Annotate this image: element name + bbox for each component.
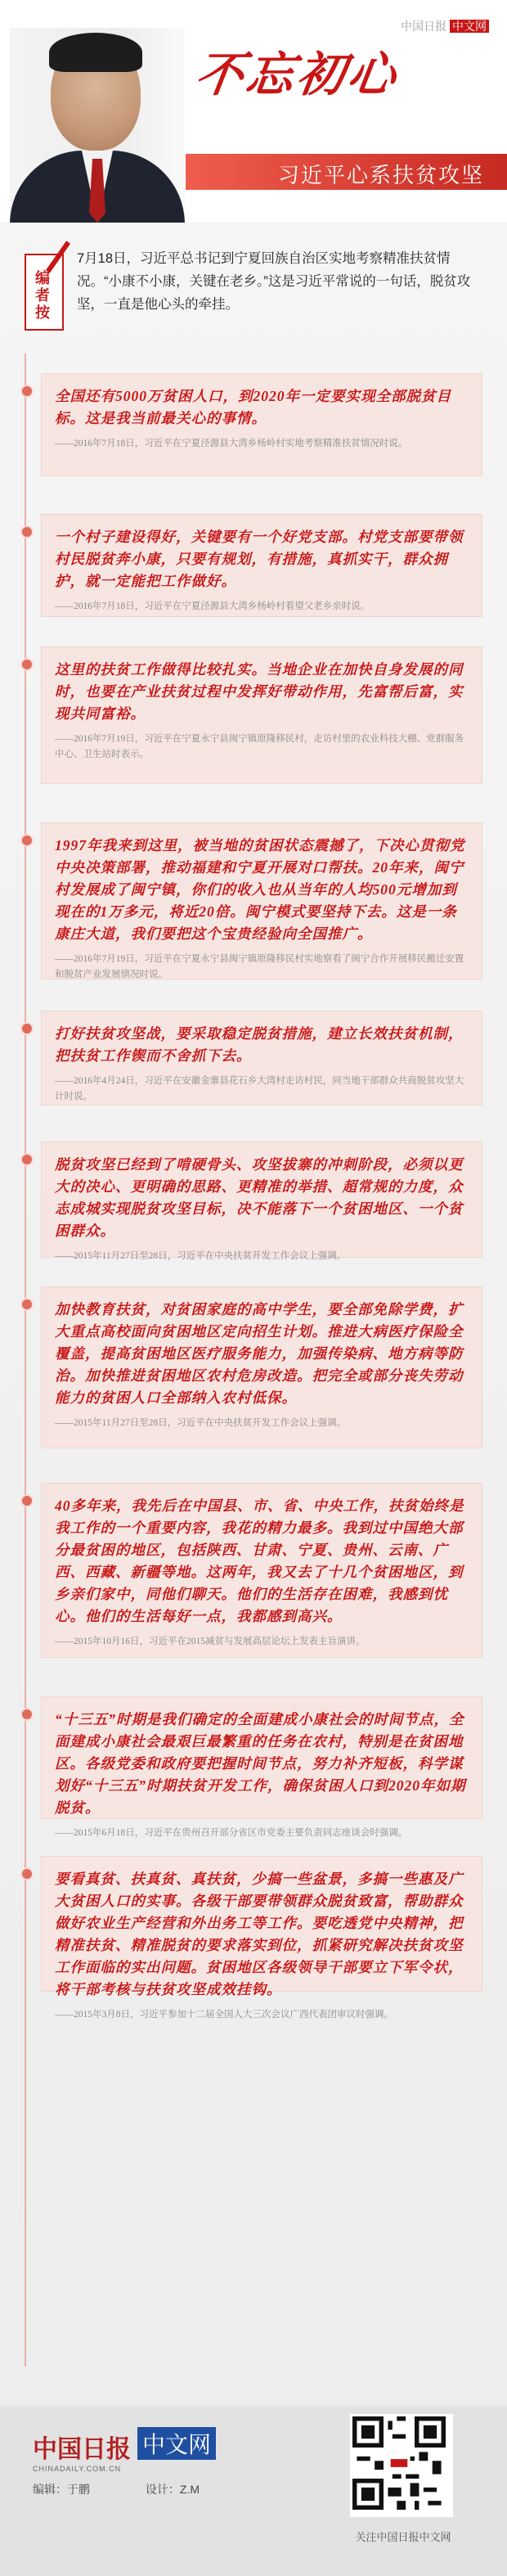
quote-card (41, 1696, 482, 1838)
quote-card (41, 822, 482, 980)
quote-source: ——2016年7月19日，习近平在宁夏永宁县闽宁镇原隆移民村，走访村里的农业科技大棚、党群服务中心、卫生站时表示。 (55, 734, 464, 759)
chinadaily-logo[interactable] (33, 2429, 131, 2473)
timeline-dot (20, 385, 34, 398)
banner-title: 习近平心系扶贫攻坚 (277, 163, 484, 187)
quote-source: ——2015年6月18日，习近平在贵州召开部分省区市党委主要负责同志座谈会时强调。 (55, 1828, 408, 1838)
quote-card (41, 646, 482, 784)
timeline-dot (20, 1153, 34, 1166)
quote-text: 一个村子建设得好，关键要有一个好党支部。村党支部要带领村民脱贫奔小康，只要有规划，有措施，真抓实干，群众拥护，就一定能把工作做好。 (55, 529, 464, 589)
quote-source: ——2016年7月18日，习近平在宁夏泾源县大湾乡杨岭村实地考察精准扶贫情况时说。 (55, 439, 408, 448)
timeline-dot (20, 1494, 34, 1507)
timeline-dot (20, 1708, 34, 1721)
timeline-dot (20, 1022, 34, 1035)
quote-text: 全国还有5000万贫困人口，到2020年一定要实现全部脱贫目标。这是我当前最关心的事情。 (55, 388, 451, 426)
quote-source: ——2015年11月27日至28日，习近平在中央扶贫开发工作会议上强调。 (55, 1251, 347, 1261)
editor-note-text: 7月18日，习近平总书记到宁夏回族自治区实地考察精准扶贫情况。“小康不小康，关键在老乡。”这是习近平常说的一句话，脱贫攻坚，一直是他心头的牵挂。 (77, 251, 471, 312)
quote-card (41, 514, 482, 617)
quote-source: ——2016年7月19日，习近平在宁夏永宁县闽宁镇原隆移民村实地察看了闽宁合作开展移民搬迁安置和脱贫产业发展情况时说。 (55, 954, 464, 980)
editor-label: 编者按 (35, 270, 50, 321)
quote-text: 打好扶贫攻坚战，要采取稳定脱贫措施，建立长效扶贫机制，把扶贫工作锲而不舍抓下去。 (55, 1025, 464, 1064)
timeline-dot (20, 1298, 34, 1311)
brand-cn: 中国日报 (33, 2436, 131, 2463)
qr-code-icon[interactable] (350, 2414, 453, 2517)
quote-text: 1997年我来到这里，被当地的贫困状态震撼了，下决心贯彻党中央决策部署，推动福建和宁夏开展对口帮扶。20年来，闽宁村发展成了闽宁镇，你们的收入也从当年的人均500元增加到现在的1万多元，将近20倍。闽宁模式要坚持下去。这是一条康庄大道，我们要把这个宝贵经验向全国推广。 (55, 837, 465, 942)
portrait-photo (10, 28, 185, 223)
quote-source: ——2015年11月27日至28日，习近平在中央扶贫开发工作会议上强调。 (55, 1418, 347, 1428)
slogan-title: 不忘初心 (191, 48, 402, 101)
quote-source: ——2016年4月24日，习近平在安徽金寨县花石乡大湾村走访村民，同当地干部群众共商脱贫攻坚大计时说。 (55, 1076, 464, 1101)
editor-note (0, 223, 507, 354)
top-logo-badge: 中文网 (450, 20, 489, 33)
timeline-dot (20, 658, 34, 671)
quote-card (41, 1856, 482, 2020)
header (0, 0, 507, 223)
quote-card (41, 373, 482, 476)
designer-credit: 设计：Z.M (145, 2483, 200, 2496)
quote-text: 这里的扶贫工作做得比较扎实。当地企业在加快自身发展的同时，也要在产业扶贫过程中发挥好带动作用，先富帮后富，实现共同富裕。 (55, 661, 464, 722)
quote-card (41, 1142, 482, 1261)
brand-badge: 中文网 (137, 2427, 216, 2460)
quote-card (41, 1011, 482, 1106)
qr-label: 关注中国日报中文网 (355, 2531, 451, 2543)
top-logo[interactable] (401, 18, 489, 34)
timeline-line (25, 354, 26, 2367)
timeline-dot (20, 525, 34, 538)
quote-source: ——2015年3月8日，习近平参加十二届全国人大三次会议广西代表团审议时强调。 (55, 2010, 393, 2020)
quote-card (41, 1286, 482, 1448)
quote-text: 要看真贫、扶真贫、真扶贫，少搞一些盆景，多搞一些惠及广大贫困人口的实事。各级干部要带领群众脱贫致富，帮助群众做好农业生产经营和外出务工等工作。要吃透党中央精神，把精准扶贫、精准脱贫的要求落实到位，抓紧研究解决扶贫攻坚工作面临的实出问题。贫困地区各级领导干部要立下军令状，将干部考核与扶贫攻坚成效挂钩。 (55, 1871, 464, 1997)
notepad-icon (16, 239, 69, 331)
quote-source: ——2016年7月18日，习近平在宁夏泾源县大湾乡杨岭村看望父老乡亲时说。 (55, 601, 370, 611)
title-banner (186, 154, 507, 190)
credits (33, 2481, 249, 2497)
footer (0, 2406, 507, 2576)
quote-source: ——2015年10月16日，习近平在2015减贫与发展高层论坛上发表主旨演讲。 (55, 1637, 366, 1646)
top-logo-text: 中国日报 (401, 20, 447, 33)
quote-text: “十三五”时期是我们确定的全面建成小康社会的时间节点，全面建成小康社会最艰巨最繁重的任务在农村，特别是在贫困地区。各级党委和政府要把握时间节点，努力补齐短板，科学谋划好“十三五”时期扶贫开发工作，确保贫困人口到2020年如期脱贫。 (55, 1711, 466, 1816)
quote-text: 加快教育扶贫，对贫困家庭的高中学生，要全部免除学费，扩大重点高校面向贫困地区定向招生计划。推进大病医疗保险全覆盖，提高贫困地区医疗服务能力，加强传染病、地方病等防治。加快推进贫困地区农村危房改造。把完全或部分丧失劳动能力的贫困人口全部纳入农村低保。 (55, 1301, 464, 1406)
quote-text: 脱贫攻坚已经到了啃硬骨头、攻坚拔寨的冲刺阶段，必须以更大的决心、更明确的思路、更精准的举措、超常规的力度，众志成城实现脱贫攻坚目标，决不能落下一个贫困地区、一个贫困群众。 (55, 1156, 464, 1239)
brand-en: CHINADAILY.COM.CN (33, 2465, 122, 2473)
quote-card (41, 1483, 482, 1658)
timeline-dot (20, 1867, 34, 1880)
timeline-dot (20, 834, 34, 847)
quote-text: 40多年来，我先后在中国县、市、省、中央工作，扶贫始终是我工作的一个重要内容，我花的精力最多。我到过中国绝大部分最贫困的地区，包括陕西、甘肃、宁夏、贵州、云南、广西、西藏、新疆等地。这两年，我又去了十几个贫困地区，到乡亲们家中，同他们聊天。他们的生活存在困难，我感到忧心。他们的生活每好一点，我都感到高兴。 (55, 1497, 464, 1624)
editor-credit: 编辑：于鹏 (33, 2483, 90, 2496)
